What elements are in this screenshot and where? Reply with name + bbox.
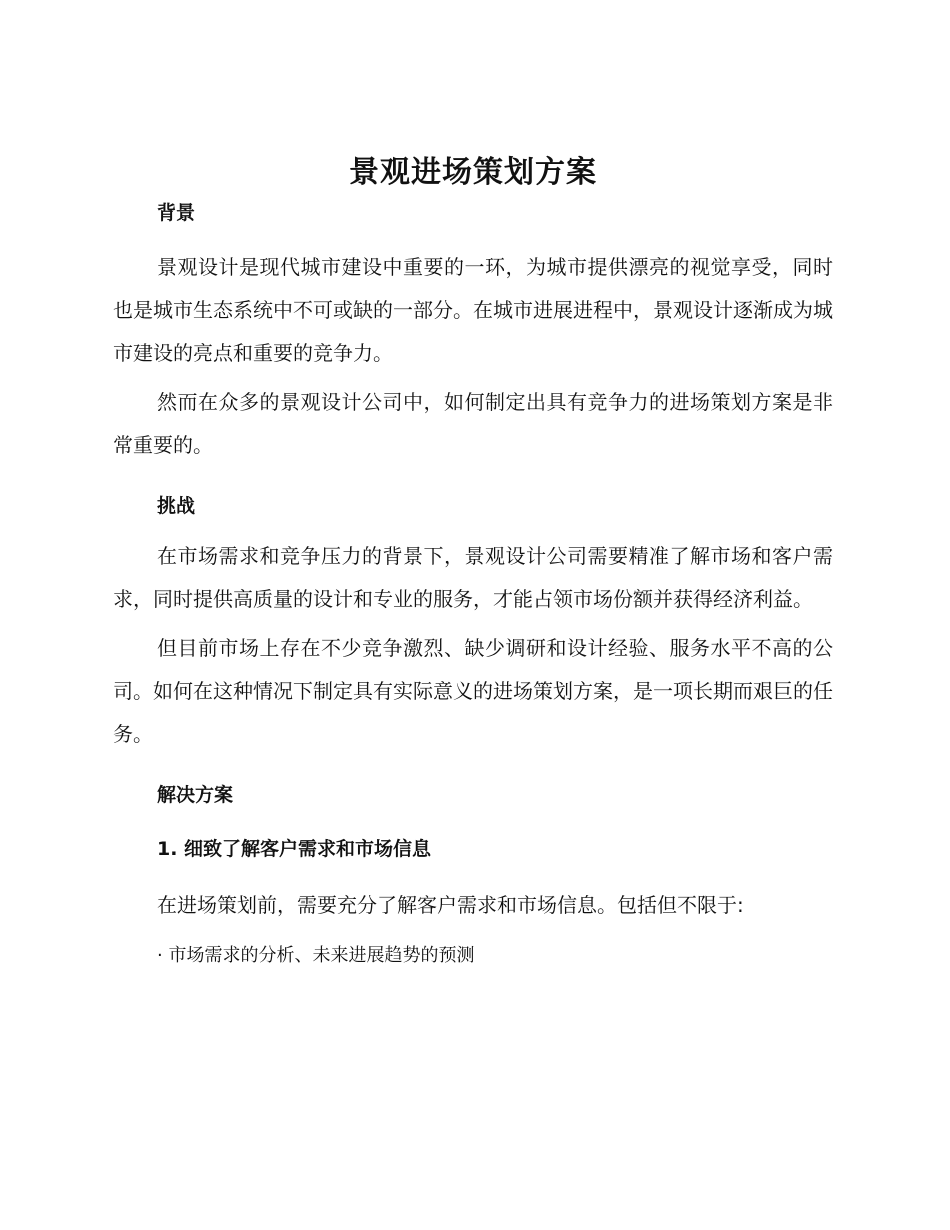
paragraph-challenge-2: 但目前市场上存在不少竞争激烈、缺少调研和设计经验、服务水平不高的公司。如何在这种情况下制定具有实际意义的进场策划方案，是一项长期而艰巨的任务。 [113, 636, 833, 746]
paragraph-challenge-1: 在市场需求和竞争压力的背景下，景观设计公司需要精准了解市场和客户需求，同时提供高质量的设计和专业的服务，才能占领市场份额并获得经济利益。 [113, 544, 833, 611]
bullet-item-market-analysis: · 市场需求的分析、未来进展趋势的预测 [157, 945, 475, 966]
document-title: 景观进场策划方案 [349, 155, 597, 190]
section-heading-challenge: 挑战 [157, 495, 196, 517]
paragraph-solution-1: 在进场策划前，需要充分了解客户需求和市场信息。包括但不限于: [157, 893, 744, 917]
subheading-solution-1: 1. 细致了解客户需求和市场信息 [157, 838, 432, 860]
paragraph-background-2: 然而在众多的景观设计公司中，如何制定出具有竞争力的进场策划方案是非常重要的。 [113, 390, 833, 457]
section-heading-solution: 解决方案 [157, 784, 234, 806]
document-content [113, 150, 833, 969]
section-heading-background: 背景 [157, 202, 196, 224]
paragraph-background-1: 景观设计是现代城市建设中重要的一环，为城市提供漂亮的视觉享受，同时也是城市生态系统中不可或缺的一部分。在城市进展进程中，景观设计逐渐成为城市建设的亮点和重要的竞争力。 [113, 255, 833, 365]
